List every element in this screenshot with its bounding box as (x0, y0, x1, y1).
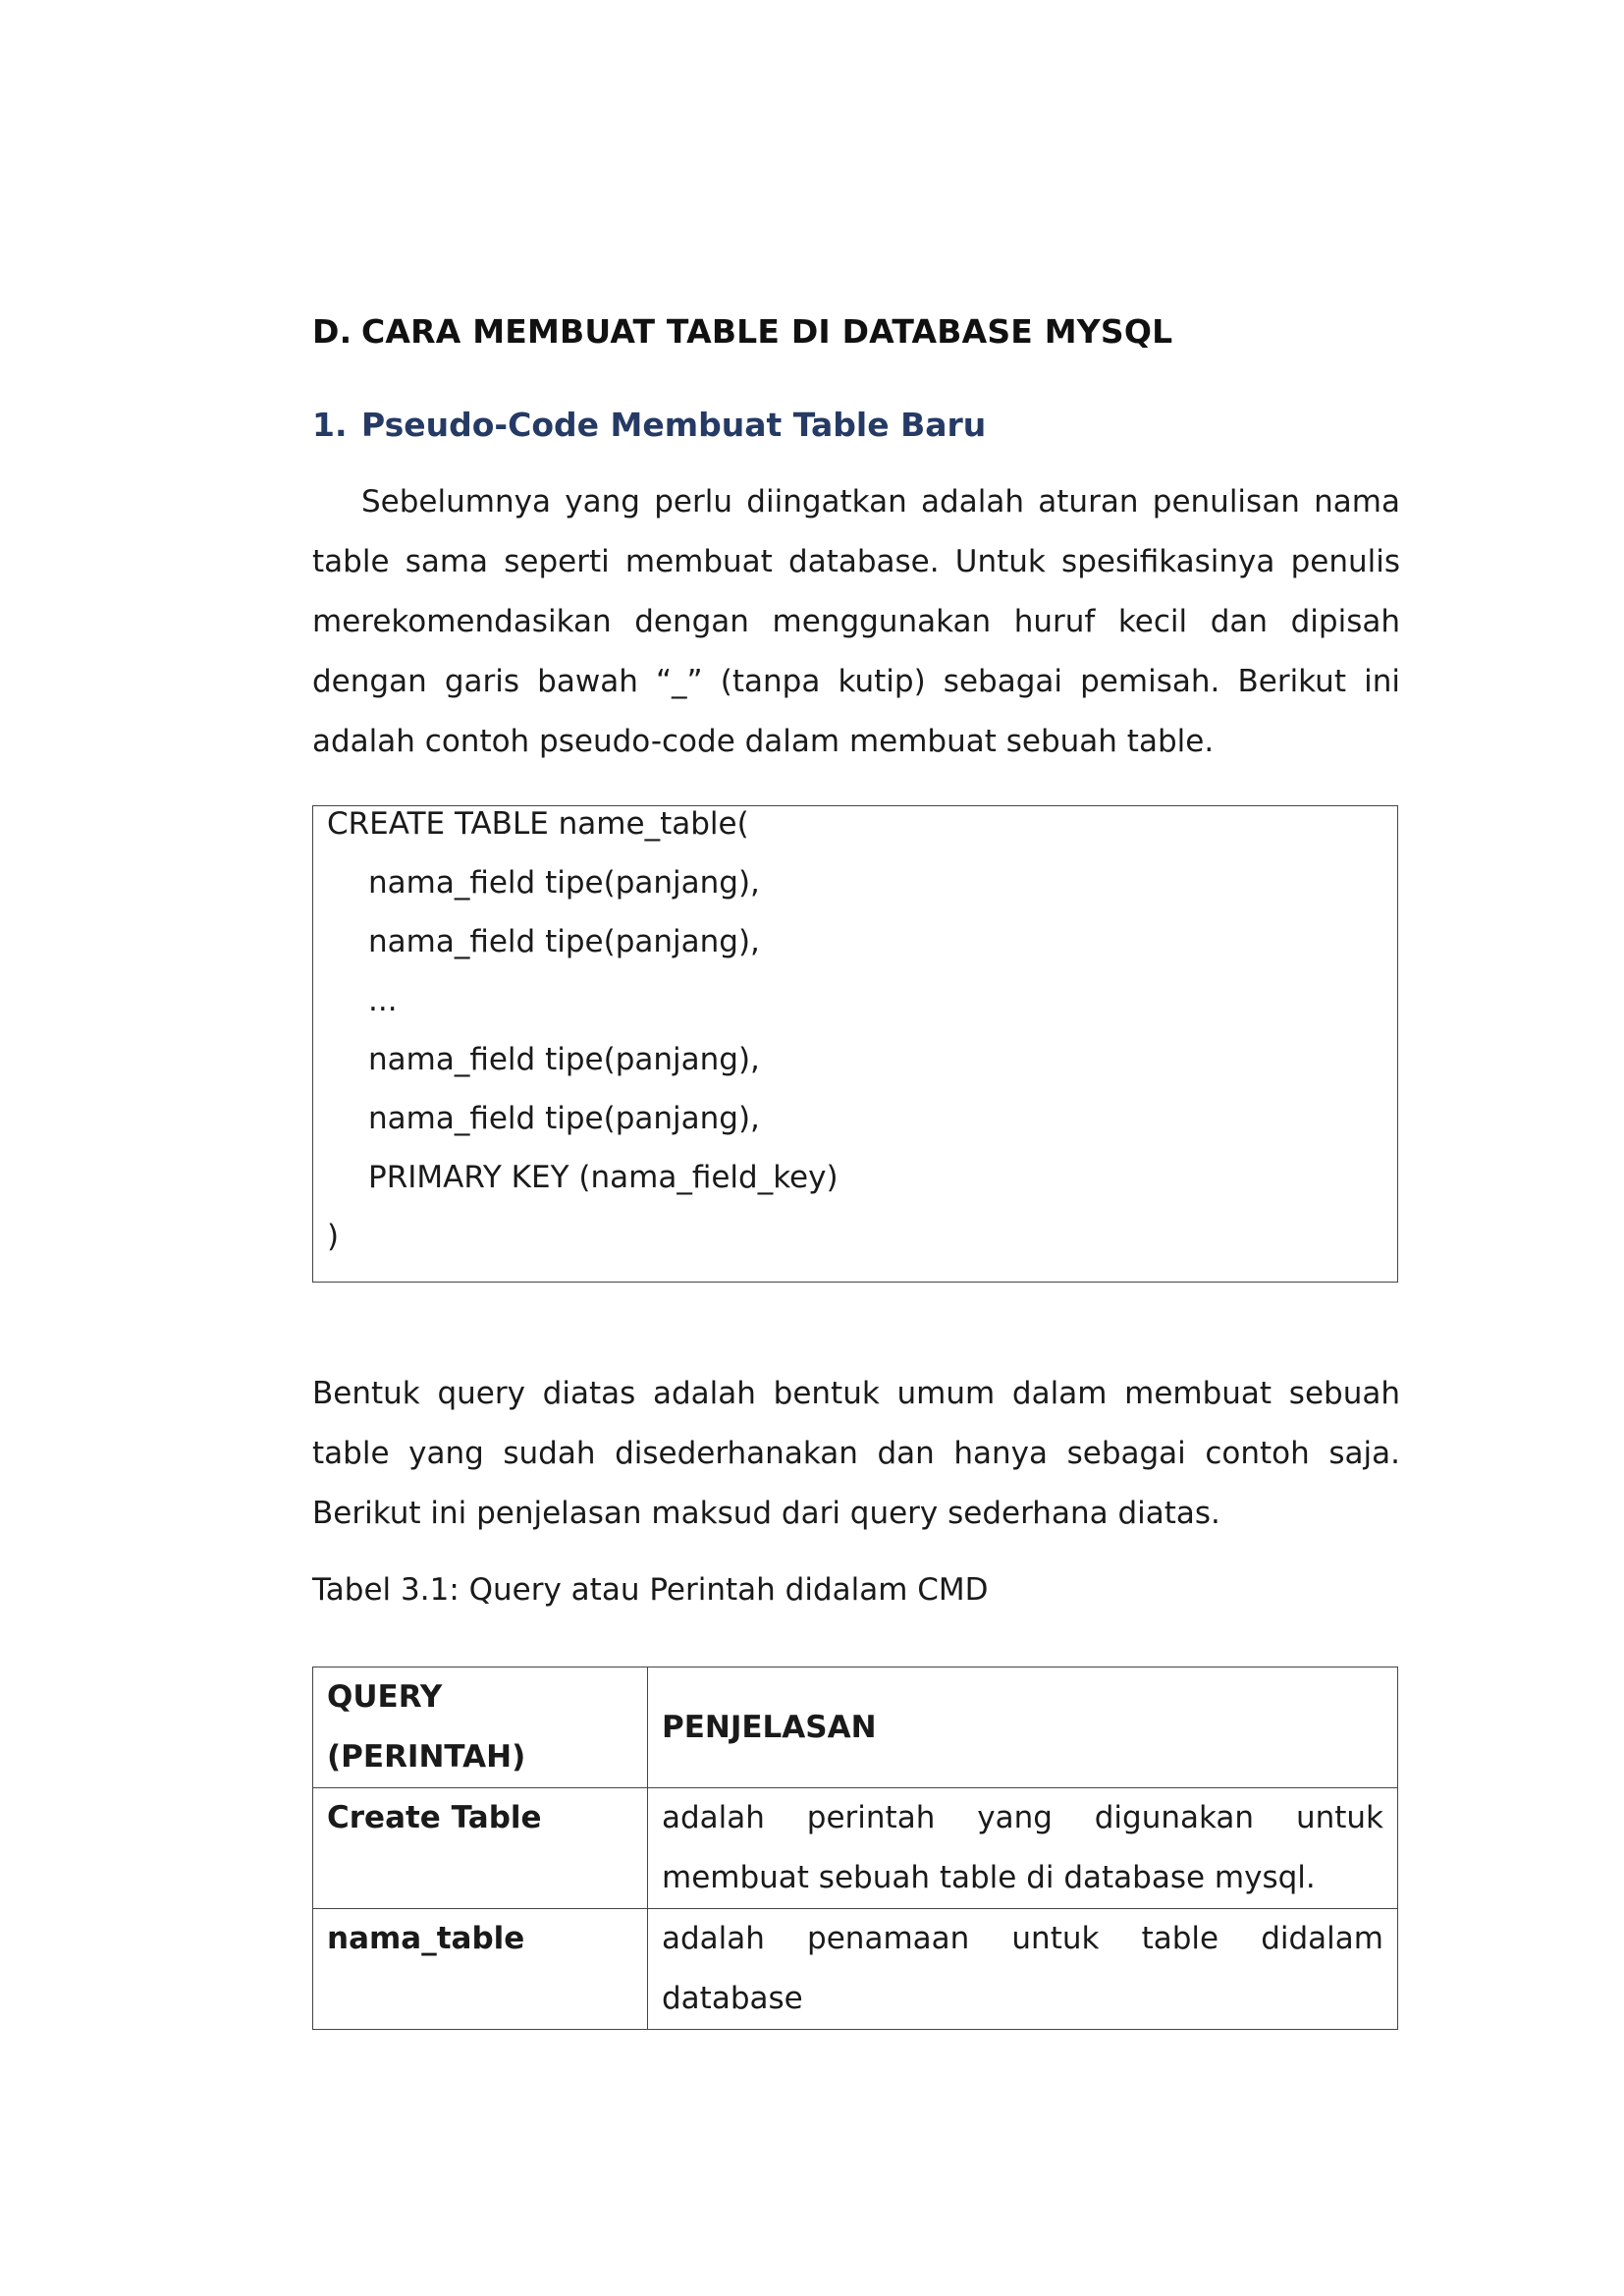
table-header-explanation: PENJELASAN (648, 1667, 1398, 1788)
table-row (313, 1788, 1398, 1909)
subsection-number: 1. (312, 406, 348, 444)
table-cell-explanation: adalah penamaan untuk table didalam database (648, 1909, 1398, 2030)
query-table (312, 1667, 1398, 2030)
code-line: nama_field tipe(panjang), (368, 1042, 760, 1077)
table-header-row (313, 1667, 1398, 1788)
intro-paragraph: Sebelumnya yang perlu diingatkan adalah aturan penulisan nama table sama seperti membuat database. Untuk spesifikasinya penulis merekomendasikan dengan menggunakan huruf kecil dan dipisah dengan garis bawah “_” (tanpa kutip) sebagai pemisah. Berikut ini adalah contoh pseudo-code dalam membuat sebuah table. (312, 484, 1400, 759)
table-row (313, 1909, 1398, 2030)
table-cell-query: nama_table (313, 1909, 648, 2030)
section-title: CARA MEMBUAT TABLE DI DATABASE MYSQL (361, 312, 1173, 351)
code-line: ) (327, 1219, 340, 1254)
table-cell-explanation: adalah perintah yang digunakan untuk membuat sebuah table di database mysql. (648, 1788, 1398, 1909)
pseudo-code-box (312, 805, 1398, 1283)
code-line: nama_field tipe(panjang), (368, 1101, 760, 1136)
table-header-query: QUERY (PERINTAH) (313, 1667, 648, 1788)
code-line: ... (368, 983, 398, 1018)
explanation-paragraph: Bentuk query diatas adalah bentuk umum dalam membuat sebuah table yang sudah disederhanakan dan hanya sebagai contoh saja. Berikut ini penjelasan maksud dari query sederhana diatas. (312, 1376, 1400, 1531)
subsection-heading (312, 406, 986, 444)
subsection-title: Pseudo-Code Membuat Table Baru (361, 406, 987, 444)
section-heading (312, 312, 1172, 351)
table-cell-query: Create Table (313, 1788, 648, 1909)
section-number: D. (312, 312, 352, 351)
code-line: nama_field tipe(panjang), (368, 865, 760, 901)
code-line: PRIMARY KEY (nama_field_key) (368, 1160, 839, 1195)
code-line: CREATE TABLE name_table( (327, 806, 749, 842)
table-caption: Tabel 3.1: Query atau Perintah didalam CMD (312, 1572, 989, 1608)
code-line: nama_field tipe(panjang), (368, 924, 760, 959)
